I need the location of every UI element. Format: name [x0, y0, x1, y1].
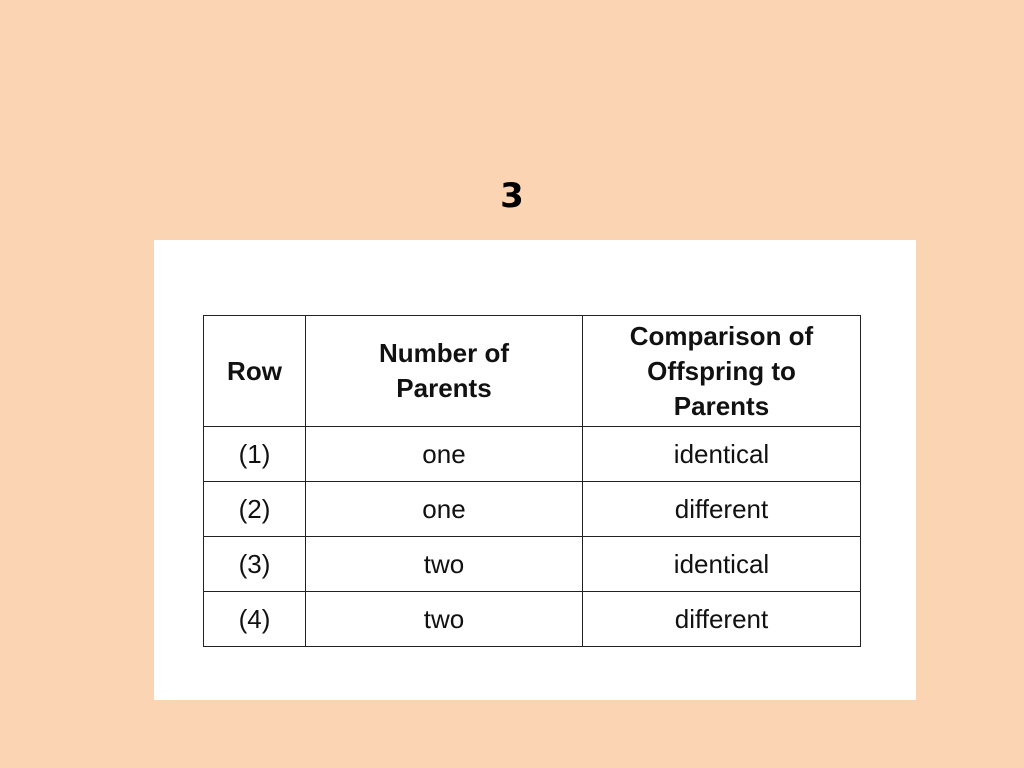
cell-row: (2) [204, 482, 306, 537]
cell-comparison: identical [583, 537, 861, 592]
header-parents-line2: Parents [396, 373, 492, 403]
slide-title: 3 [500, 176, 524, 216]
header-comparison-line1: Comparison of [629, 320, 814, 351]
table-row [204, 427, 861, 482]
header-comparison-line3: Parents [673, 390, 770, 421]
table-row [204, 537, 861, 592]
table-row [204, 592, 861, 647]
header-row [204, 316, 306, 427]
cell-comparison: identical [583, 427, 861, 482]
comparison-table [203, 315, 861, 647]
cell-comparison: different [583, 592, 861, 647]
cell-parents: one [306, 482, 583, 537]
cell-row: (1) [204, 427, 306, 482]
header-comparison-line2: Offspring to [647, 355, 796, 386]
cell-parents: two [306, 537, 583, 592]
header-number-of-parents [306, 316, 583, 427]
header-row-label: Row [227, 355, 282, 386]
cell-row: (4) [204, 592, 306, 647]
header-comparison [583, 316, 861, 427]
header-parents-line1: Number of [379, 338, 509, 368]
table-header-row [204, 316, 861, 427]
cell-parents: two [306, 592, 583, 647]
table-panel [154, 240, 916, 700]
cell-parents: one [306, 427, 583, 482]
table-row [204, 482, 861, 537]
cell-row: (3) [204, 537, 306, 592]
cell-comparison: different [583, 482, 861, 537]
